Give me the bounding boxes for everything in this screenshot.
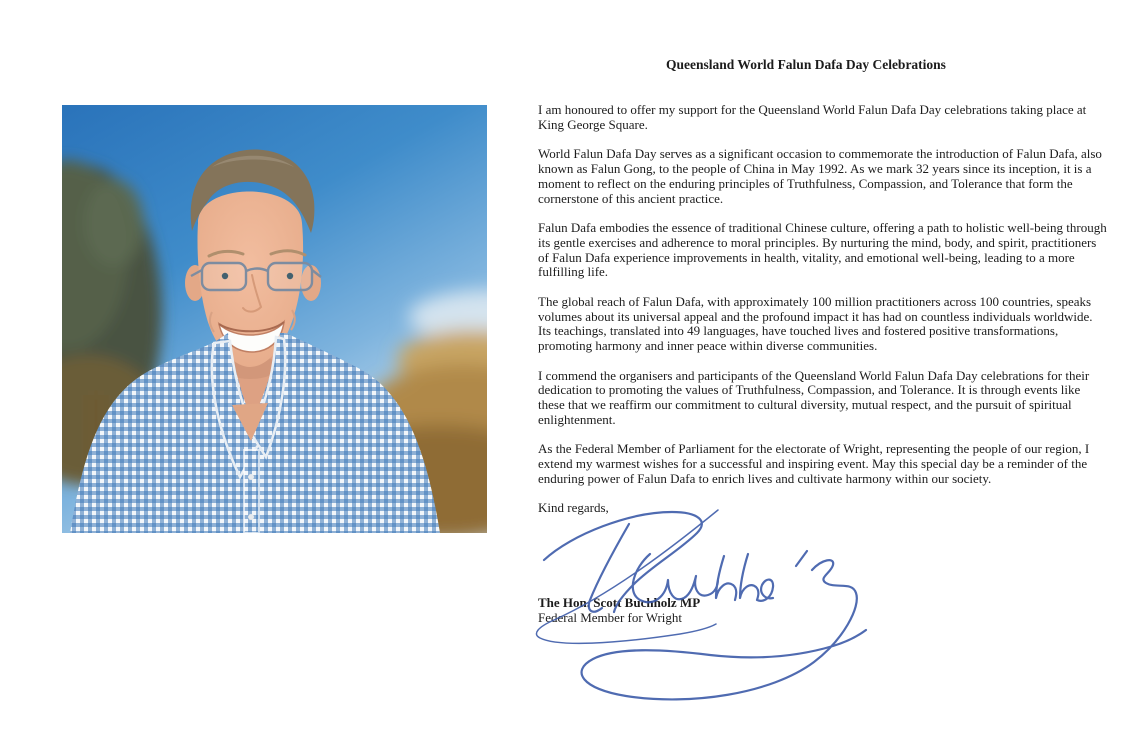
signatory-name: The Hon. Scott Buchholz MP	[538, 595, 701, 610]
letter-body	[538, 57, 1108, 625]
letter-paragraph: World Falun Dafa Day serves as a significant occasion to commemorate the introduction of Falun Dafa, also known as Falun Gong, to the people of China in May 1992. As we mark 32 years since its inception, it is a moment to reflect on the enduring principles of Truthfulness, Compassion, and Tolerance that form the cornerstone of this ancient practice.	[538, 146, 1102, 206]
letter-paragraph: Falun Dafa embodies the essence of traditional Chinese culture, offering a path to holistic well-being through its gentle exercises and adherence to moral principles. By nurturing the mind, body, and spirit, practitioners of Falun Dafa experience improvements in health, vitality, and emotional well-being, leading to a more fulfilling life.	[538, 220, 1107, 280]
letter-paragraph: The global reach of Falun Dafa, with approximately 100 million practitioners across 100 countries, speaks volumes about its universal appeal and the profound impact it has had on countless individuals worldwide. Its teachings, translated into 49 languages, have touched lives and fostered positive transformations, promoting harmony and inner peace within diverse communities.	[538, 293, 1093, 353]
letter-paragraph: As the Federal Member of Parliament for the electorate of Wright, representing the people of our region, I extend my warmest wishes for a successful and inspiring event. May this special day be a reminder of the enduring power of Falun Dafa to enrich lives and cultivate harmony within our society.	[538, 441, 1090, 486]
letter-closing: Kind regards,	[538, 500, 609, 516]
signatory-title: Federal Member for Wright	[538, 610, 682, 625]
letter-title: Queensland World Falun Dafa Day Celebrations	[666, 57, 946, 72]
portrait-photo	[62, 105, 487, 533]
signatory-block	[538, 595, 1108, 625]
letter-paragraph: I commend the organisers and participants of the Queensland World Falun Dafa Day celebrations for their dedication to promoting the values of Truthfulness, Compassion, and Tolerance. It is through events like these that we reaffirm our commitment to cultural diversity, mutual respect, and the pursuit of spiritual enlightenment.	[538, 367, 1090, 427]
letter-paragraph: I am honoured to offer my support for the Queensland World Falun Dafa Day celebrations taking place at King George Square.	[538, 102, 1087, 132]
